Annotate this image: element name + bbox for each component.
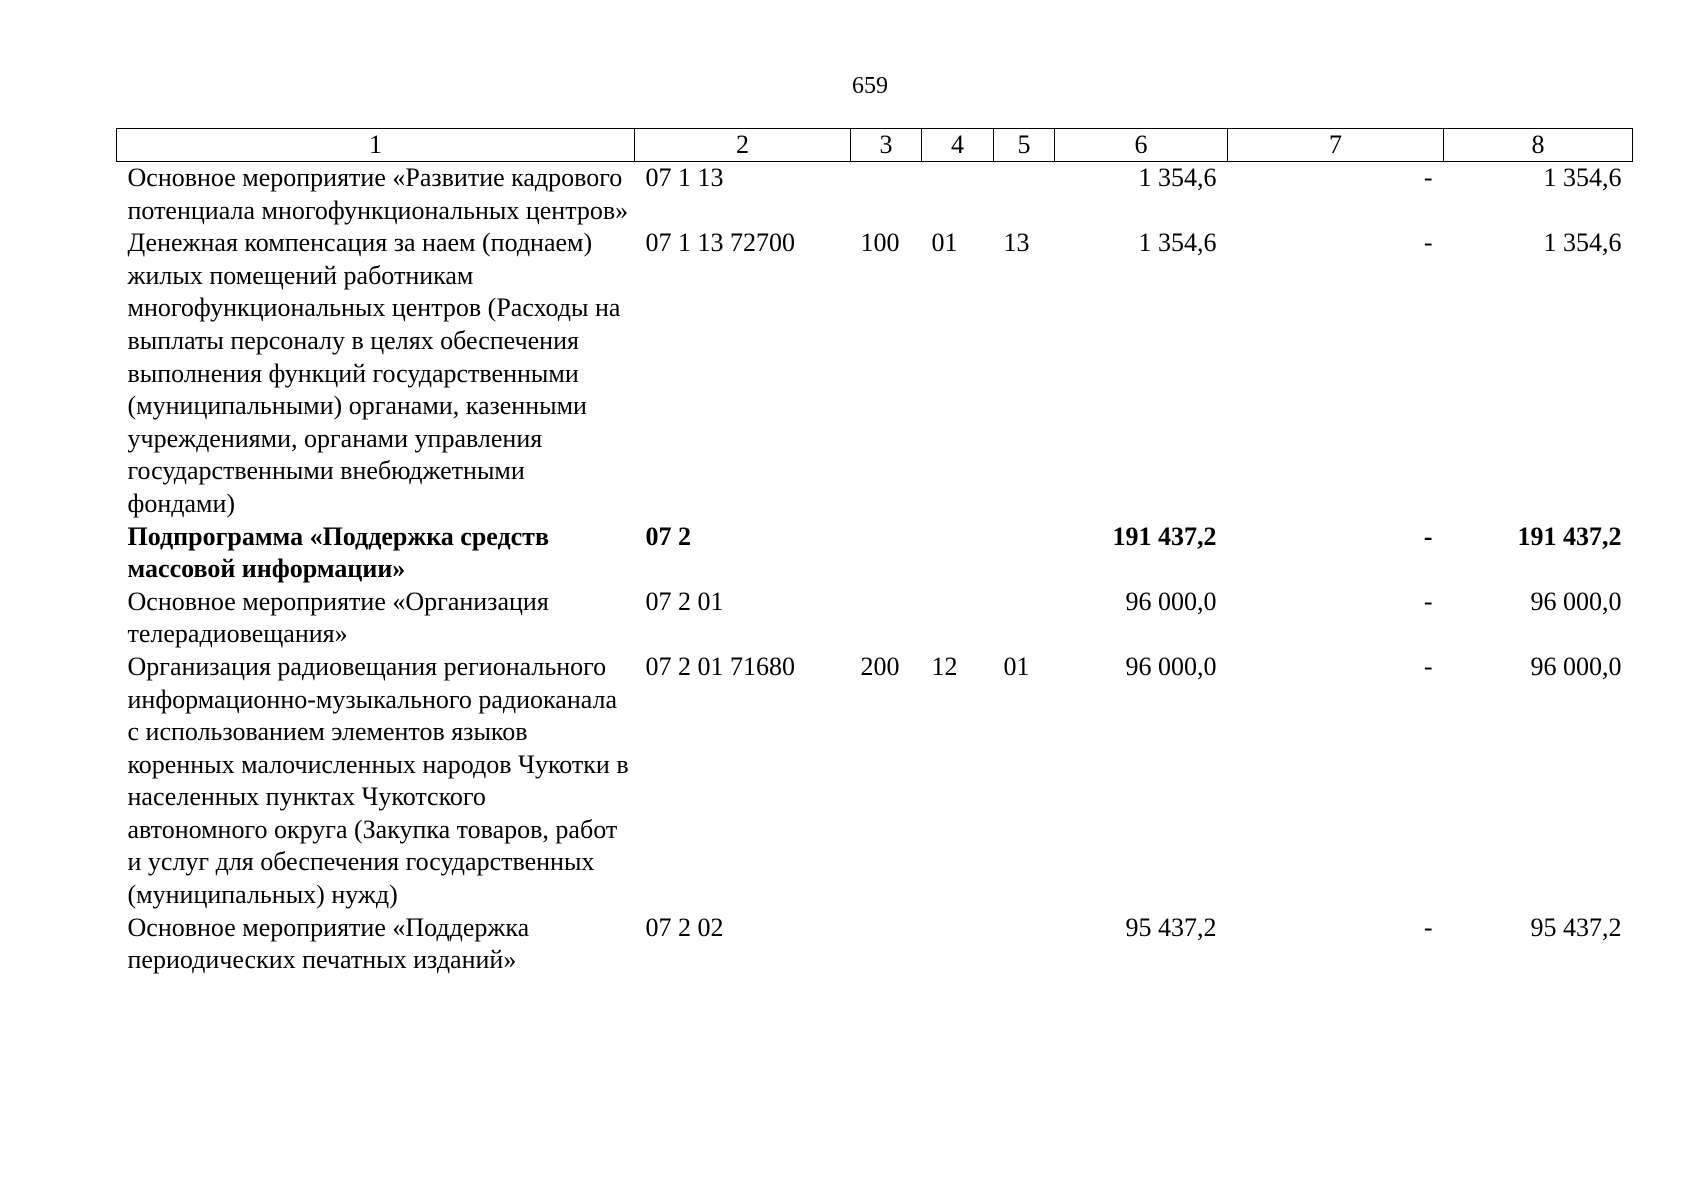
header-cell-3: 3 <box>851 129 922 162</box>
row-name: Денежная компенсация за наем (поднаем) жилых помещений работникам многофункциональных центров (Расходы на выплаты персоналу в целях обеспечения выполнения функций государственными (муниципальными) органами, казенными учреждениями, органами управления государственными внебюджетными фондами) <box>127 228 621 518</box>
page-number: 659 <box>852 73 888 99</box>
row-sum-8: 191 437,2 <box>1517 521 1622 551</box>
row-rz: 01 <box>931 228 958 258</box>
row-sum-7: - <box>1423 586 1433 616</box>
row-pr <box>994 912 1055 977</box>
row-vr <box>851 162 922 228</box>
row-name: Основное мероприятие «Развитие кадрового потенциала многофункциональных центров» <box>127 163 629 225</box>
budget-table <box>116 128 1633 977</box>
row-vr: 100 <box>860 228 900 258</box>
row-sum-8: 96 000,0 <box>1530 651 1622 681</box>
row-code: 07 1 13 <box>645 163 724 192</box>
row-sum-7: - <box>1423 912 1433 942</box>
row-code: 07 1 13 72700 <box>645 228 795 258</box>
row-code: 07 2 <box>645 521 691 551</box>
row-sum-6: 1 354,6 <box>1138 228 1217 258</box>
header-cell-5: 5 <box>994 129 1055 162</box>
table-row <box>117 912 1633 977</box>
row-sum-7: - <box>1423 651 1433 681</box>
row-name: Основное мероприятие «Поддержка периодических печатных изданий» <box>127 912 530 975</box>
row-code: 07 2 01 71680 <box>645 651 795 681</box>
row-vr <box>851 912 922 977</box>
row-pr <box>994 162 1055 228</box>
header-cell-8: 8 <box>1444 129 1633 162</box>
row-rz <box>922 912 994 977</box>
header-cell-4: 4 <box>922 129 994 162</box>
header-cell-2: 2 <box>635 129 851 162</box>
row-sum-6: 1 354,6 <box>1138 163 1217 192</box>
table-row-subprogram <box>117 521 1633 586</box>
row-sum-8: 95 437,2 <box>1530 912 1622 942</box>
row-sum-8: 96 000,0 <box>1530 586 1622 616</box>
table-row <box>117 162 1633 228</box>
row-vr: 200 <box>860 651 900 681</box>
header-row <box>117 129 1633 162</box>
row-sum-8: 1 354,6 <box>1543 228 1622 258</box>
row-rz: 12 <box>931 651 958 681</box>
table-row <box>117 227 1633 520</box>
row-pr: 13 <box>1003 228 1030 258</box>
row-sum-7: - <box>1423 228 1433 258</box>
row-sum-6: 95 437,2 <box>1125 912 1217 942</box>
row-vr <box>851 586 922 651</box>
row-pr: 01 <box>1003 651 1030 681</box>
header-cell-1: 1 <box>117 129 635 162</box>
row-sum-7: - <box>1423 521 1433 551</box>
row-sum-8: 1 354,6 <box>1543 163 1622 192</box>
table-row <box>117 586 1633 651</box>
row-sum-6: 191 437,2 <box>1112 521 1217 551</box>
row-sum-7: - <box>1423 163 1433 192</box>
row-name: Подпрограмма «Поддержка средств массовой информации» <box>127 521 549 584</box>
row-sum-6: 96 000,0 <box>1125 651 1217 681</box>
row-rz <box>922 586 994 651</box>
header-cell-7: 7 <box>1228 129 1444 162</box>
row-code: 07 2 02 <box>645 912 724 942</box>
row-pr <box>994 586 1055 651</box>
row-pr <box>994 521 1055 586</box>
row-code: 07 2 01 <box>645 586 724 616</box>
row-rz <box>922 521 994 586</box>
row-name: Организация радиовещания регионального информационно-музыкального радиоканала с использованием элементов языков коренных малочисленных народов Чукотки в населенных пунктах Чукотского автономного округа (Закупка товаров, работ и услуг для обеспечения государственных (муниципальных) нужд) <box>127 651 629 910</box>
row-vr <box>851 521 922 586</box>
row-rz <box>922 162 994 228</box>
row-name: Основное мероприятие «Организация телерадиовещания» <box>127 586 549 649</box>
header-cell-6: 6 <box>1055 129 1228 162</box>
table-row <box>117 651 1633 912</box>
row-sum-6: 96 000,0 <box>1125 586 1217 616</box>
